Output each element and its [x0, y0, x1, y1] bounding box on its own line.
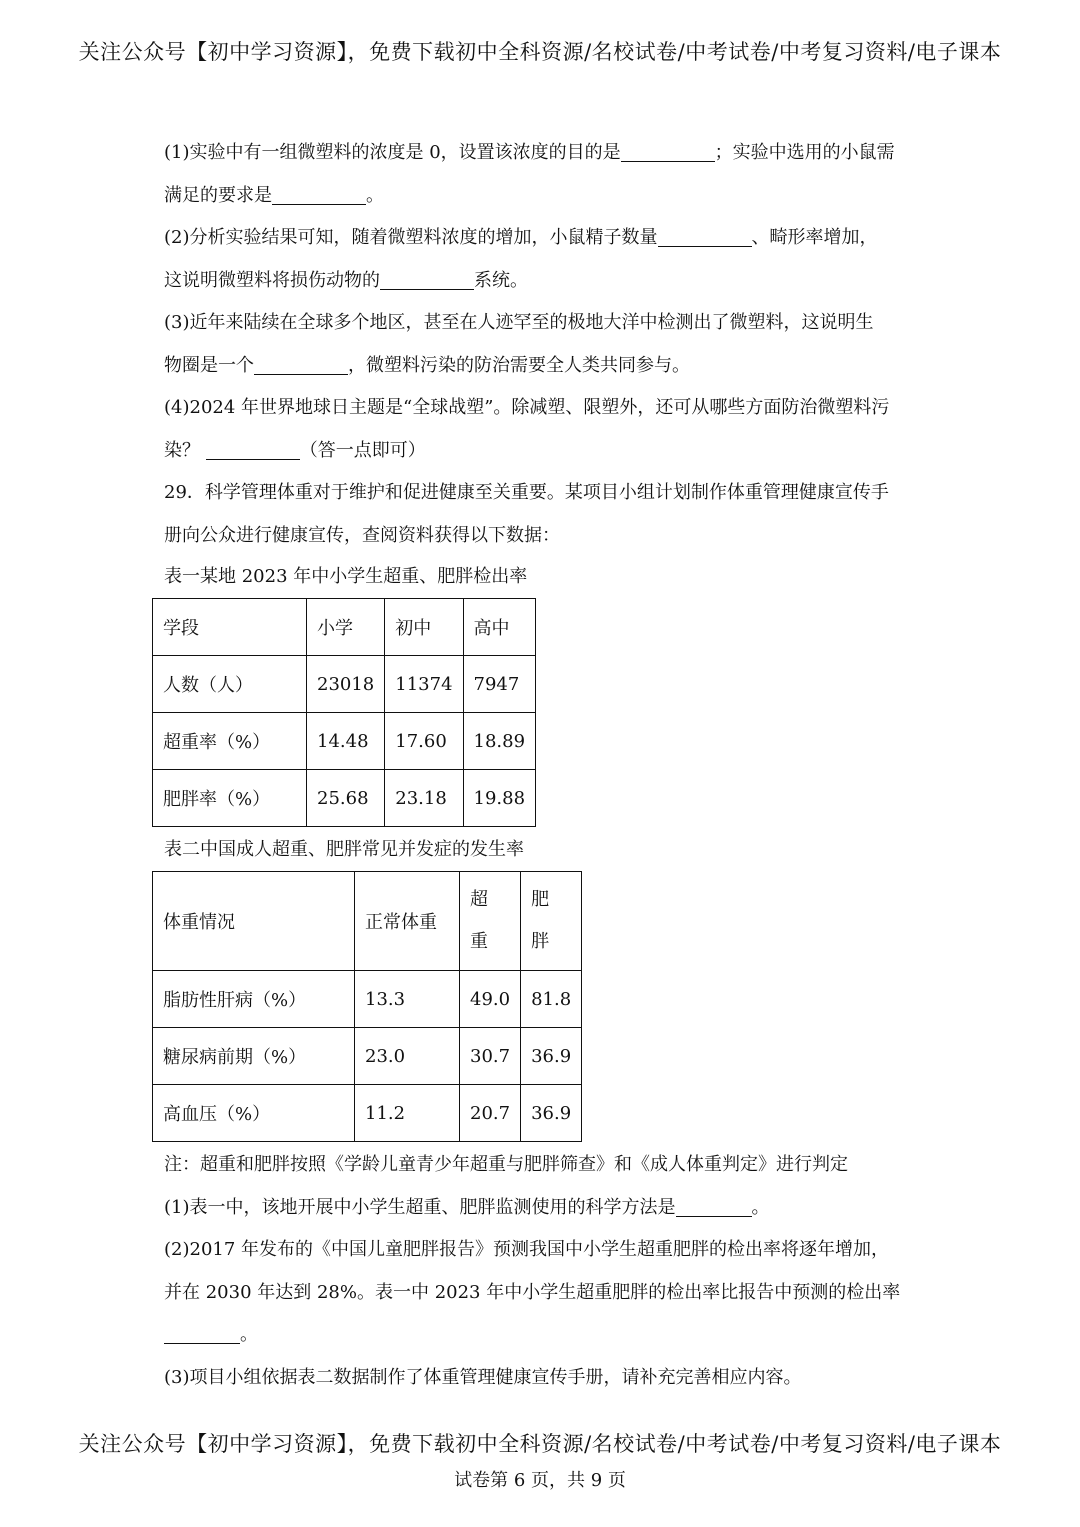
q28-part2-line1: (2)分析实验结果可知，随着微塑料浓度的增加，小鼠精子数量 、畸形率增加，: [164, 217, 924, 260]
answer-blank[interactable]: [254, 352, 348, 375]
q29-intro-line2: 册向公众进行健康宣传，查阅资料获得以下数据：: [164, 524, 560, 546]
q28-part2-line2: 这说明微塑料将损伤动物的 系统。: [164, 260, 924, 303]
table-row: 肥胖率（%） 25.68 23.18 19.88: [153, 770, 536, 827]
table1: [152, 598, 536, 827]
answer-blank[interactable]: [658, 224, 752, 247]
answer-blank[interactable]: [380, 267, 474, 290]
question-28-parts: [164, 132, 924, 557]
table2-caption: 表二中国成人超重、肥胖常见并发症的发生率: [164, 839, 524, 860]
answer-blank[interactable]: [272, 182, 366, 205]
q28-part1-line1: (1)实验中有一组微塑料的浓度是 0，设置该浓度的目的是 ；实验中选用的小鼠需: [164, 132, 924, 175]
question-29-parts: [164, 1144, 924, 1399]
q29-part2-line3: 。: [164, 1314, 924, 1357]
table2: [152, 871, 582, 1142]
table-row: 超重率（%） 14.48 17.60 18.89: [153, 713, 536, 770]
table-note: 注：超重和肥胖按照《学龄儿童青少年超重与肥胖筛查》和《成人体重判定》进行判定: [164, 1154, 848, 1175]
table-row: 脂肪性肝病（%） 13.3 49.0 81.8: [153, 971, 582, 1028]
table-row: 糖尿病前期（%） 23.0 30.7 36.9: [153, 1028, 582, 1085]
page-number: 试卷第 6 页，共 9 页: [454, 1470, 626, 1491]
q29-part1: (1)表一中，该地开展中小学生超重、肥胖监测使用的科学方法是 。: [164, 1187, 924, 1230]
table-row: 高血压（%） 11.2 20.7 36.9: [153, 1085, 582, 1142]
table1-caption: 表一某地 2023 年中小学生超重、肥胖检出率: [164, 566, 528, 587]
q29-intro-line1: 29．科学管理体重对于维护和促进健康至关重要。某项目小组计划制作体重管理健康宣传手: [164, 482, 889, 503]
table-row: 人数（人） 23018 11374 7947: [153, 656, 536, 713]
q28-part1-line2: 满足的要求是 。: [164, 175, 924, 218]
q29-part3: (3)项目小组依据表二数据制作了体重管理健康宣传手册，请补充完善相应内容。: [164, 1366, 802, 1388]
q28-part3-line2: 物圈是一个 ，微塑料污染的防治需要全人类共同参与。: [164, 345, 924, 388]
answer-blank[interactable]: [621, 139, 715, 162]
q28-part3-line1: (3)近年来陆续在全球多个地区，甚至在人迹罕至的极地大洋中检测出了微塑料，这说明生: [164, 312, 874, 333]
bottom-banner: 关注公众号【初中学习资源】，免费下载初中全科资源/名校试卷/中考试卷/中考复习资料/电子课本: [78, 1432, 1002, 1456]
q29-part2-line2: 并在 2030 年达到 28%。表一中 2023 年中小学生超重肥胖的检出率比报告中预测的检出率: [164, 1281, 901, 1303]
q29-part2-line1: (2)2017 年发布的《中国儿童肥胖报告》预测我国中小学生超重肥胖的检出率将逐年增加，: [164, 1239, 890, 1260]
table-row: 学段 小学 初中 高中: [153, 599, 536, 656]
q28-part4-line1: (4)2024 年世界地球日主题是“全球战塑”。除减塑、限塑外，还可从哪些方面防治微塑料污: [164, 397, 890, 418]
answer-blank[interactable]: [676, 1194, 752, 1217]
top-banner: 关注公众号【初中学习资源】，免费下载初中全科资源/名校试卷/中考试卷/中考复习资料/电子课本: [78, 40, 1002, 64]
answer-blank[interactable]: [164, 1321, 240, 1344]
q28-part4-line2: 染？ （答一点即可）: [164, 430, 924, 473]
answer-blank[interactable]: [206, 437, 300, 460]
table-header-row: 体重情况 正常体重 超 重 肥 胖: [153, 872, 582, 971]
